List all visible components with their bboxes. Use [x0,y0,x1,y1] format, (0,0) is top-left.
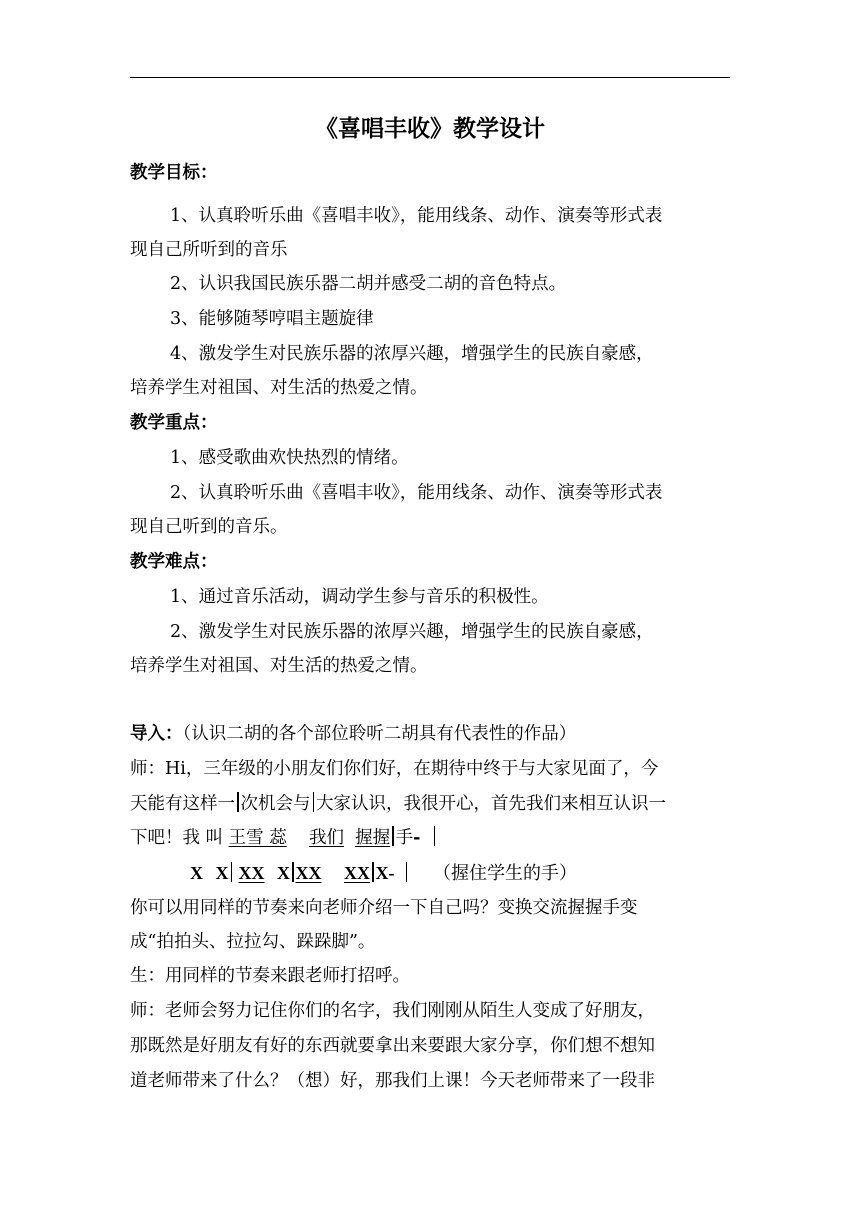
barline [392,826,394,846]
key-point-line: 现自己听到的音乐。 [130,517,288,537]
name-underlined: 王雪 蕊 [228,828,287,848]
goal-line: 现自己所听到的音乐 [130,240,288,260]
difficulty-line: 培养学生对祖国、对生活的热爱之情。 [130,656,428,676]
paragraph-line [130,789,740,819]
rhythm-note: X [190,863,203,883]
barline [406,862,408,882]
paragraph-line: 那既然是好朋友有好的东西就要拿出来要跟大家分享，你们想不想知 [130,1036,655,1056]
barline [231,862,233,882]
difficulty-line: 2、激发学生对民族乐器的浓厚兴趣，增强学生的民族自豪感， [170,622,654,642]
rhythm-note: XX [344,863,370,883]
barline [313,792,315,812]
barline [292,862,294,882]
text-span: 手 [395,828,414,848]
rhythm-note: X [375,863,389,883]
text-span: 下吧！我 叫 [130,828,229,848]
goal-line: 4、激发学生对民族乐器的浓厚兴趣，增强学生的民族自豪感， [170,344,654,364]
text-span: 天能有这样一 [130,794,235,814]
goal-line: 培养学生对祖国、对生活的热爱之情。 [130,378,428,398]
underlined-text: 我们 [308,828,344,848]
dash: - [388,863,395,883]
difficulty-line: 1、通过音乐活动，调动学生参与音乐的积极性。 [170,587,549,607]
rhythm-note: X [215,863,229,883]
intro-label: 导入： [130,724,183,744]
barline [372,862,374,882]
paragraph-line: 成“拍拍头、拉拉勾、跺跺脚”。 [130,932,376,952]
text-span: 大家认识，我很开心，首先我们来相互认识一 [316,794,666,814]
key-point-line: 1、感受歌曲欢快热烈的情绪。 [170,448,409,468]
paragraph-line [130,823,740,853]
barline [434,826,436,846]
header-rule [130,77,730,78]
paragraph-line: 生：用同样的节奏来跟老师打招呼。 [130,966,410,986]
rhythm-note: XX [238,863,265,883]
underlined-text: 握握 [355,828,391,848]
rhythm-notation [190,858,577,889]
goal-line: 3、能够随琴哼唱主题旋律 [170,309,374,329]
goal-line: 1、认真聆听乐曲《喜唱丰收》，能用线条、动作、演奏等形式表 [170,206,663,226]
intro-line [130,719,740,749]
key-points-heading: 教学重点： [130,413,218,433]
paragraph-line: 你可以用同样的节奏来向老师介绍一下自己吗？变换交流握握手变 [130,898,638,918]
dash: - [413,828,421,848]
paragraph-line: 道老师带来了什么？（想）好，那我们上课！今天老师带来了一段非 [130,1071,655,1091]
goals-heading: 教学目标： [130,163,218,183]
rhythm-remark: （握住学生的手） [433,863,577,884]
barline [237,792,239,812]
difficulties-heading: 教学难点： [130,552,218,572]
intro-text: （认识二胡的各个部位聆听二胡具有代表性的作品） [182,724,577,744]
paragraph-line: 师：老师会努力记住你们的名字，我们刚刚从陌生人变成了好朋友， [130,1001,655,1021]
text-span: 次机会与 [240,794,311,814]
goal-line: 2、认识我国民族乐器二胡并感受二胡的音色特点。 [170,274,567,294]
key-point-line: 2、认真聆听乐曲《喜唱丰收》，能用线条、动作、演奏等形式表 [170,483,663,503]
document-title: 《喜唱丰收》教学设计 [315,116,545,142]
paragraph-line: 师：Hi，三年级的小朋友们你们好，在期待中终于与大家见面了，今 [130,759,659,779]
rhythm-note: X [277,863,290,883]
rhythm-note: XX [295,863,322,883]
